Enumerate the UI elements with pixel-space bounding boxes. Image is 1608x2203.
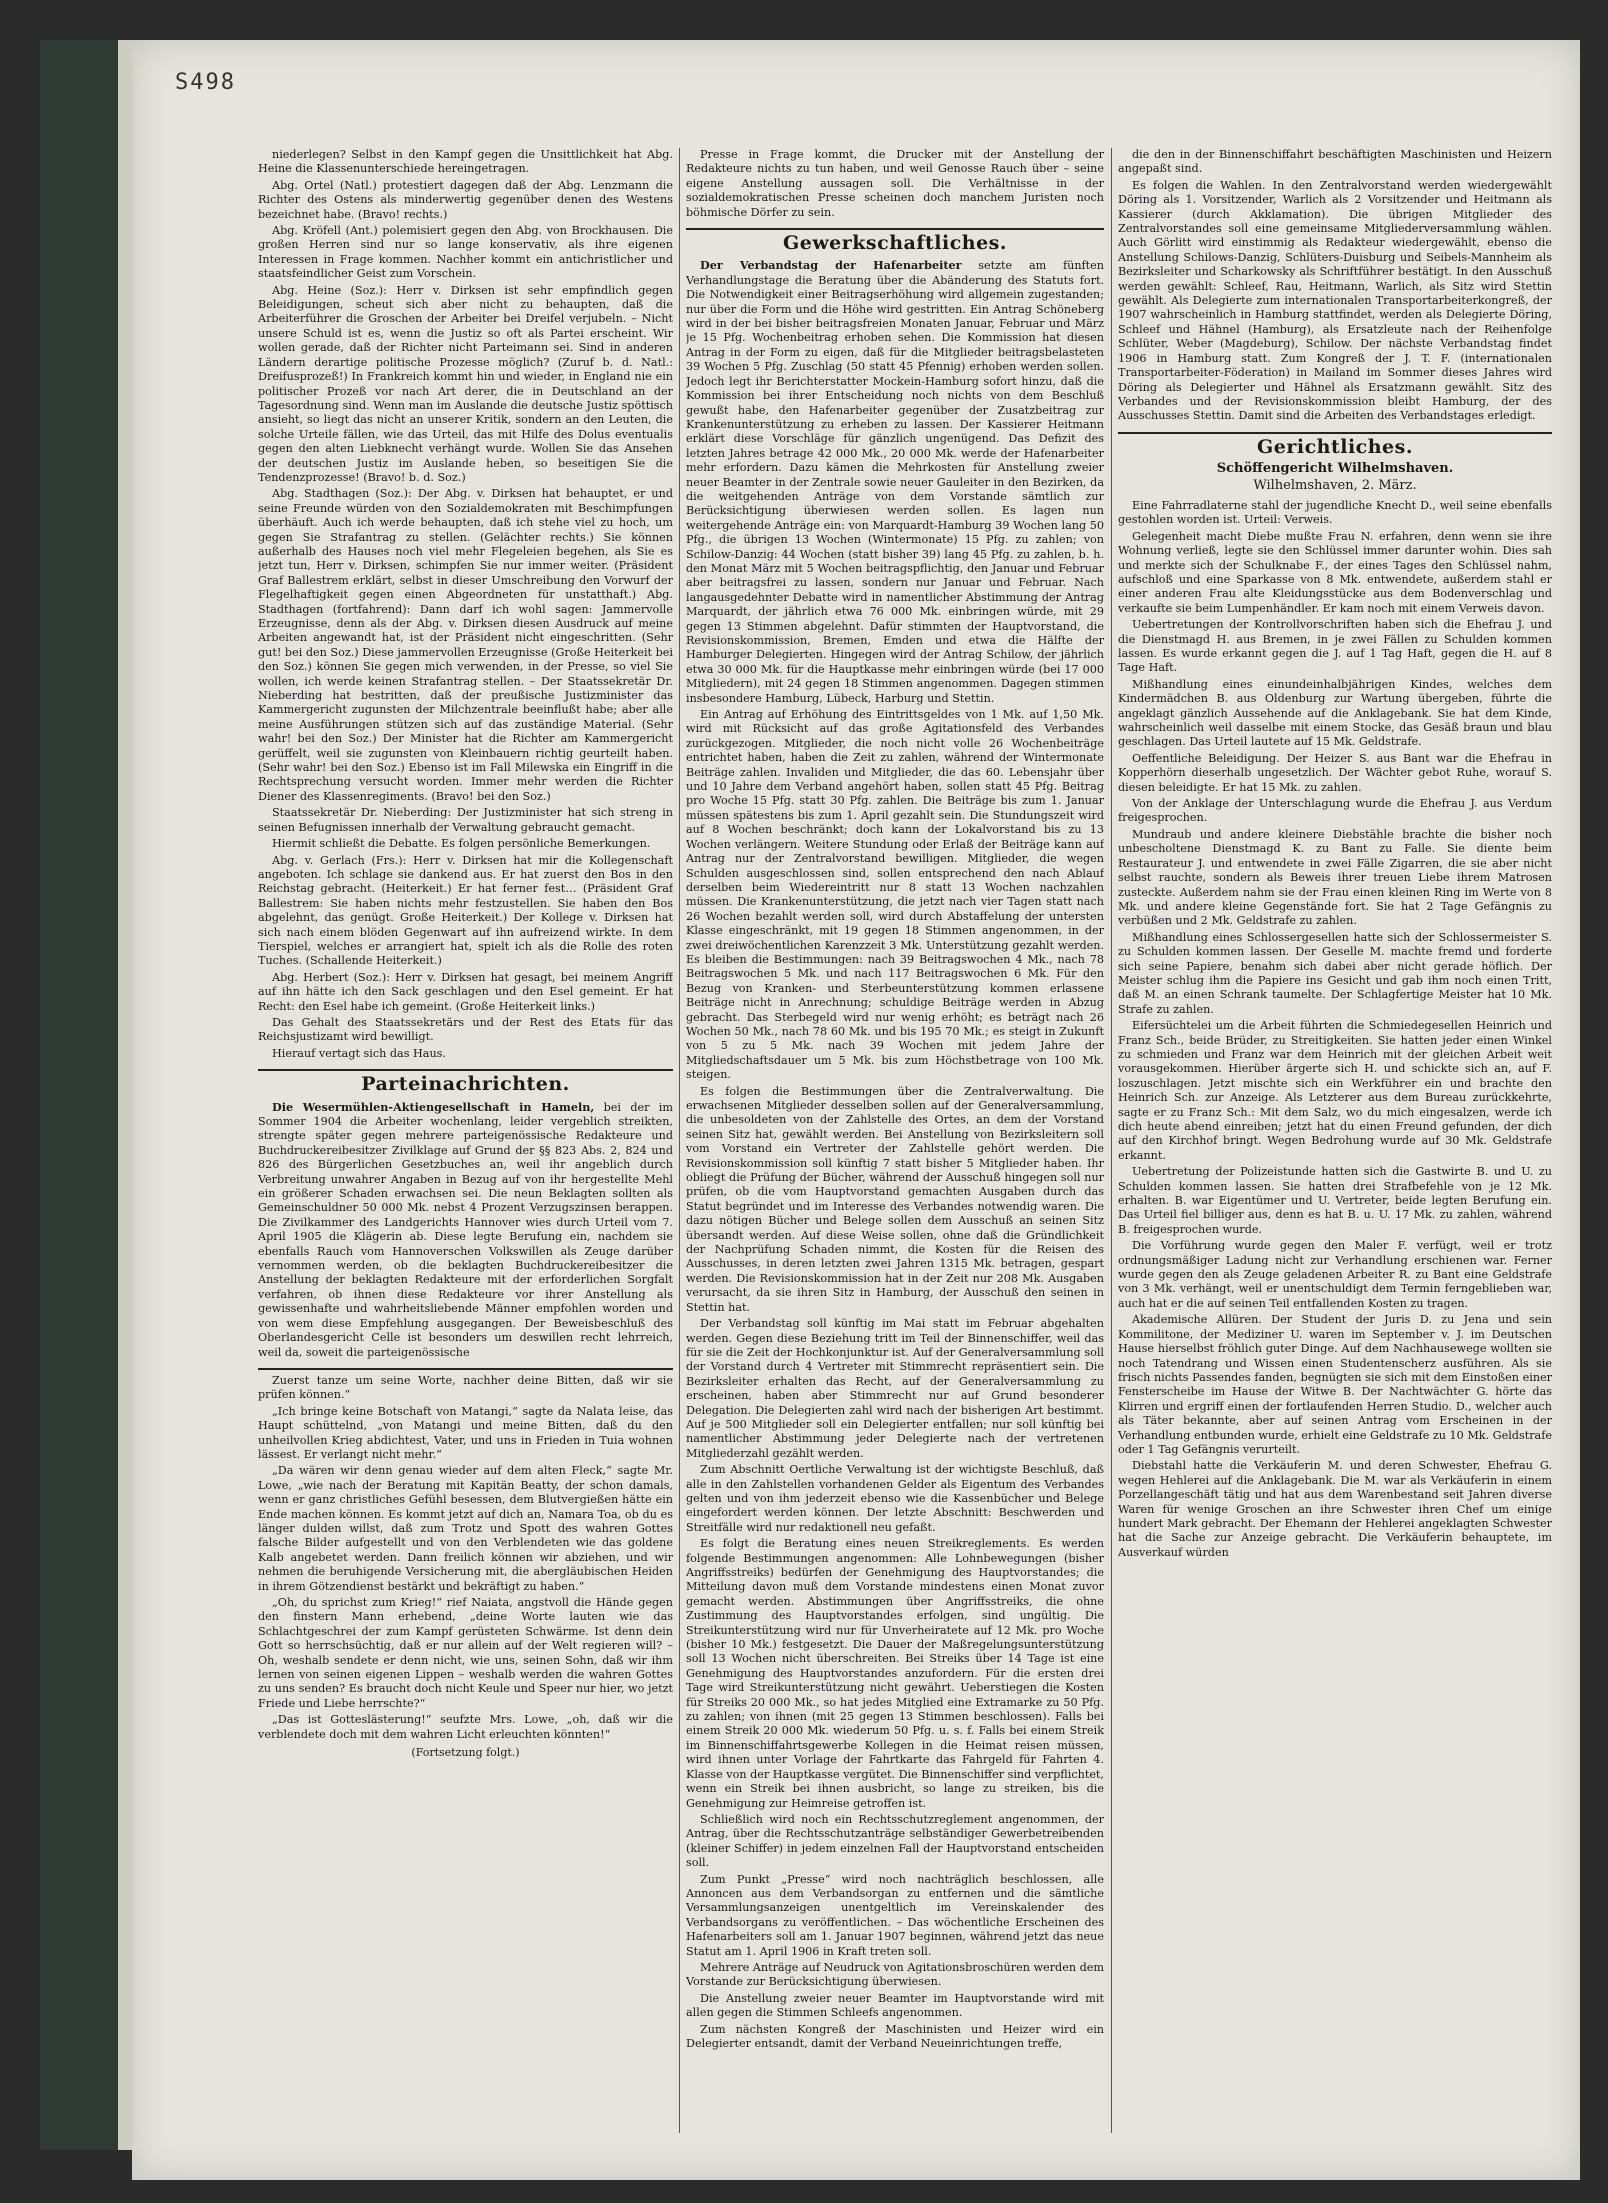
court-case: Gelegenheit macht Diebe mußte Frau N. erfahren, denn wenn sie ihre Wohnung verließ, legte sie den Schlüssel immer darunter wohin. Dies sah und merkte sich der Schulknabe F., der eines Tages den Schlüssel nahm, aufschloß und eine Sparkasse von 8 Mk. entwendete, außerdem stahl er einer anderen Frau alte Kleidungsstücke aus dem Bodenverschlag und verkaufte sie beim Lumpenhändler. Er kam noch mit einem Verweis davon. [1118,529,1552,615]
court-name: Schöffengericht Wilhelmshaven. [1216,461,1454,477]
paragraph: Das Gehalt des Staatssekretärs und der Rest des Etats für das Reichsjustizamt wird bewilligt. [258,1015,673,1044]
paragraph: Abg. Ortel (Natl.) protestiert dagegen daß der Abg. Lenzmann die Richter des Ostens als minderwertig gegenüber denen des Westens bezeichnet habe. (Bravo! rechts.) [258,178,673,221]
story-paragraph: „Da wären wir denn genau wieder auf dem alten Fleck,“ sagte Mr. Lowe, „wie nach der Beratung mit Kapitän Beatty, der schon damals, wenn er ganz christliches Gefühl besessen, dem Blutvergießen hätte ein Ende machen können. Es kommt jetzt auf dich an, Namara Toa, ob du es länger dulden willst, daß zum Trotz und Spott des wahren Gottes falsche Bilder aufgestellt und von den Verblendeten wie das goldene Kalb angebetet werden. Dann freilich können wir abziehen, und wir nehmen die beruhigende Versicherung mit, die abergläubischen Heiden in ihrem Götzendienst bestärkt und bekräftigt zu haben.“ [258,1464,673,1593]
paragraph: Zum Punkt „Presse“ wird noch nachträglich beschlossen, alle Annoncen aus dem Verbandsorgan zu entfernen und die sämtliche Versammlungsanzeigen unentgeltlich im Vereinskalender des Verbandsorgans zu veröffentlichen. – Das wöchentliche Erscheinen des Hafenarbeiters soll am 1. Januar 1907 beginnen, während jetzt das neue Statut am 1. April 1906 in Kraft treten soll. [686,1872,1104,1958]
court-case: Von der Anklage der Unterschlagung wurde die Ehefrau J. aus Verdum freigesprochen. [1118,797,1552,825]
court-case: Eifersüchtelei um die Arbeit führten die Schmiedegesellen Heinrich und Franz Sch., beide Brüder, zu Streitigkeiten. Sie hatten jeder einen Winkel zu schmieden und Franz war dem Heinrich mit der gleichen Arbeit weit vorausgekommen. Hierüber ärgerte sich H. und schickte sich an, auf F. loszuschlagen. Jetzt mischte sich ein Werkführer ein und brachte den Heinrich Sch. zur Anzeige. Als Letzterer aus dem Bureau zurückkehrte, sagte er zu Franz Sch.: Mit dem Salz, wo du mich eingesalzen, werde ich dich heute abend einreiben; jetzt hat du einen Freund gefunden, der dich auf den Kirchhof bringt. Wegen Bedrohung wurde auf 30 Mk. Geldstrafe erkannt. [1118,1019,1552,1162]
continuation-note: (Fortsetzung folgt.) [411,1746,520,1760]
court-case: Uebertretungen der Kontrollvorschriften haben sich die Ehefrau J. und die Dienstmagd H. aus Bremen, in je zwei Fällen zu Schulden kommen lassen. Es wurde erkannt gegen die J. auf 1 Tag Haft, gegen die H. auf 8 Tage Haft. [1118,618,1552,675]
court-case: Uebertretung der Polizeistunde hatten sich die Gastwirte B. und U. zu Schulden kommen lassen. Sie hatten drei Strafbefehle von je 12 Mk. erhalten. B. war Eigentümer und U. Vertreter, beide legten Berufung ein. Das Urteil fiel billiger aus, denn es hat B. u. U. 17 Mk. zu zahlen, während B. freigesprochen wurde. [1118,1165,1552,1236]
paragraph: Abg. Herbert (Soz.): Herr v. Dirksen hat gesagt, bei meinem Angriff auf ihn hätte ich den Sack geschlagen und den Esel gemeint. Er hat Recht: den Esel habe ich gemeint. (Große Heiterkeit links.) [258,970,673,1013]
paragraph: Die Anstellung zweier neuer Beamter im Hauptvorstande wird mit allen gegen die Stimmen Schleefs angenommen. [686,1991,1104,2020]
book-binding [40,40,121,2150]
story-paragraph: „Ich bringe keine Botschaft von Matangi,“ sagte da Nalata leise, das Haupt schüttelnd, „von Matangi und meine Bitten, daß du den unheilvollen Krieg abdichtest, Vater, und uns in Frieden in Tuia wohnen lässest. Er verlangt nicht mehr.“ [258,1404,673,1461]
paragraph: niederlegen? Selbst in den Kampf gegen die Unsittlichkeit hat Abg. Heine die Klassenunterschiede hereingetragen. [258,148,673,176]
paragraph: Schließlich wird noch ein Rechtsschutzreglement angenommen, der Antrag, über die Rechtsschutzanträge selbständiger Gewerbetreibenden (kleiner Schiffer) in jedem einzelnen Fall der Hauptvorstand entscheiden soll. [686,1812,1104,1870]
paragraph: Zum nächsten Kongreß der Maschinisten und Heizer wird ein Delegierter entsandt, damit der Verband Neueinrichtungen treffe, [686,2022,1104,2050]
story-paragraph: Zuerst tanze um seine Worte, nachher deine Bitten, daß wir sie prüfen können.“ [258,1373,673,1402]
paragraph: Abg. v. Gerlach (Frs.): Herr v. Dirksen hat mir die Kollegenschaft angeboten. Ich schlage sie dankend aus. Er hat zuerst den Bos in den Reichstag gebracht. (Heiterkeit.) Er hat ferner fest… (Präsident Graf Ballestrem: Sie haben nichts mehr festzustellen. Sie haben den Bos abgelehnt, das genügt. Große Heiterkeit.) Der Kollege v. Dirksen hat sich nach einem blöden Gegenwart auf ihn aufreizend wirkte. In dem Tierspiel, welches er arrangiert hat, spielt ich als die Rolle des roten Tuches. (Schallende Heiterkeit.) [258,853,673,968]
court-case: Mißhandlung eines einundeinhalbjährigen Kindes, welches dem Kindermädchen B. aus Oldenburg zur Wartung übergeben, führte die angeklagt gänzlich Aussehende auf die Anklagebank. Sie hat dem Kinde, wahrscheinlich weil dasselbe mit einem Stocke, das Gesäß braun und blau geschlagen. Das Urteil lautete auf 15 Mk. Geldstrafe. [1118,677,1552,749]
column-rule [679,148,680,2133]
paragraph: Abg. Kröfell (Ant.) polemisiert gegen den Abg. von Brockhausen. Die großen Herren sind nur so lange konservativ, als ihre eigenen Interessen in Frage kommen. Nachher kommt ein antichristlicher und staatsfeindlicher Geist zum Vorschein. [258,224,673,281]
paragraph: Hiermit schließt die Debatte. Es folgen persönliche Bemerkungen. [272,837,651,851]
paragraph: die den in der Binnenschiffahrt beschäftigten Maschinisten und Heizern angepaßt sind. [1118,148,1552,176]
paragraph: Staatssekretär Dr. Nieberding: Der Justizminister hat sich streng in seinen Befugnissen innerhalb der Verwaltung gebraucht gemacht. [258,806,673,834]
column-3 [1118,148,1552,2158]
paragraph: Ein Antrag auf Erhöhung des Eintrittsgeldes von 1 Mk. auf 1,50 Mk. wird mit Rücksicht auf das große Agitationsfeld des Verbandes zurückgezogen. Mitglieder, die noch nicht volle 26 Wochenbeiträge entrichtet haben, haben die Zeit zu zahlen, während der Wintermonate Beiträge zahlen. Invaliden und Mitglieder, die das 60. Lebensjahr über und 10 Jahre dem Verband angehört haben, sollen statt 45 Pfg. Beitrag pro Woche 15 Pfg. statt 30 Pfg. zahlen. Die Beiträge bis zum 1. Januar müssen spätestens bis zum 1. April gezahlt sein. Die Stundungszeit wird auf 8 Wochen beschränkt; doch kann der Lokalvorstand bis zu 13 Wochen verlängern. Weitere Stundung oder Erlaß der Beiträge kann auf Antrag nur der Zentralvorstand bewilligen. Mitglieder, die wegen Schulden ausgeschlossen sind, sollen entsprechend den nach Ablauf derselben beim Wiedereintritt nur 8 statt 13 Wochen nachzahlen müssen. Die Krankenunterstützung, die jetzt nach vier Tagen statt nach 26 Wochen bezahlt werden soll, wird durch Abstaffelung der untersten Klasse eingeschränkt, mit 19 gegen 18 Stimmen angenommen, in der zwei dreiwöchentlichen Karenzzeit 3 Mk. Unterstützung gezahlt werden. Es bleiben die Bestimmungen: nach 39 Beitragswochen 4 Mk., nach 78 Beitragswochen 5 Mk. und nach 117 Beitragswochen 6 Mk. Für den Bezug von Kranken- und Sterbeunterstützung kommen erlassene Beiträge nicht in Anrechnung; schuldige Beiträge werden in Abzug gebracht. Das Sterbegeld wird nur wenig erhöht; es beträgt nach 26 Wochen 50 Mk., nach 78 60 Mk. und bis 195 70 Mk.; es steigt in Zukunft von 5 zu 5 Mk. nach 39 Wochen mit jedem Jahre der Mitgliedschaftsdauer um 5 Mk. bis zum Höchstbetrage von 100 Mk. steigen. [686,708,1104,1082]
page-gutter [118,40,132,2150]
paragraph: Abg. Heine (Soz.): Herr v. Dirksen ist sehr empfindlich gegen Beleidigungen, scheut sich aber nicht zu behaupten, daß die Arbeiterführer die Groschen der Arbeiter bei Dreifel verjubeln. – Nicht unsere Schuld ist es, wenn die Justiz so oft als Partei erscheint. Wir wollen gerade, daß der Richter nicht Parteimann sei. Sind in anderen Ländern derartige politische Prozesse möglich? (Zuruf b. d. Natl.: Dreifusprozeß!) In Frankreich kommt hin und wieder, in England nie ein politischer Prozeß vor nach Art derer, die in Deutschland an der Tagesordnung sind. Wenn man im Auslande die deutsche Justiz spöttisch ansieht, so liegt das nicht an unserer Kritik, sondern an den Leuten, die solche Urteile fällen, wie das Urteil, das mit Hilfe des Dolus eventualis gegen den alten Liebknecht verhängt wurde. Wollen Sie das Ansehen der deutschen Justiz im Auslande heben, so beseitigen Sie die Tendenzprozesse! (Bravo! b. d. Soz.) [258,283,673,484]
union-text: setzte am fünften Verhandlungstage die Beratung über die Abänderung des Statuts fort. Die Notwendigkeit einer Beitragserhöhung wird allgemein zugestanden; nur über die Form und die Höhe wird gestritten. Ein Antrag Schöneberg wird in der bei bisher beitragsfreien Monaten Januar, Februar und März je 15 Pfg. Wochenbeitrag erhoben sehen. Die Kommission hat diesen Antrag in der Form zu eigen, daß für die Mitglieder beitragsbelasteten 39 Wochen 5 Pfg. Zuschlag (50 statt 45 Pfennig) erhoben werden sollen. Jedoch legt ihr Berichterstatter Mockein-Hamburg sofort hinzu, daß die Kommission bei ihrer Entscheidung noch nichts von dem Beschluß gewußt habe, den Hafenarbeiter gegenüber der Zusatzbeitrag zur Krankenunterstützung zu erheben zu lassen. Der Kassierer Heitmann erklärt diese Vorschläge für gänzlich ungenügend. Das Defizit des letzten Jahres betrage 42 000 Mk., 20 000 Mk. werde der Hafenarbeiter mehr erfordern. Dazu kämen die Mehrkosten für Anstellung zweier neuer Beamter in der Zentrale sowie neuer Gauleiter in den Bezirken, da die weitgehenden Anträge von dem Vorstande sämtlich zur Berücksichtigung überwiesen werden sollen. Es lagen nun weitergehende Anträge ein: von Marquardt-Hamburg 39 Wochen lang 50 Pfg., die übrigen 13 Wochen (Wintermonate) 15 Pfg. zu zahlen; von Schilow-Danzig: 44 Wochen (statt bisher 39) lang 45 Pfg. zu zahlen, b. h. den Monat März mit 5 Wochen beitragspflichtig, den Januar und Februar aber beitragsfrei zu lassen, sondern nur Januar und Februar. Nach langausgedehnter Debatte wird in namentlicher Abstimmung der Antrag Marquardt, der jährlich etwa 76 000 Mk. einbringen würde, mit 29 gegen 13 Stimmen abgelehnt. Dafür stimmten der Hauptvorstand, die Revisionskommission, Bremen, Emden und etwa die Hälfte der Hamburger Delegierten. Hingegen wird der Antrag Schilow, der jährlich etwa 30 000 Mk. für die Hauptkasse mehr einbringen würde (bei 17 000 Mitgliedern), mit 24 gegen 18 Stimmen angenommen. Dagegen stimmen insbesondere Hamburg, Lübeck, Harburg und Stettin. [686,259,1104,705]
paragraph: Mehrere Anträge auf Neudruck von Agitationsbroschüren werden dem Vorstande zur Berücksichtigung überwiesen. [686,1960,1104,1989]
dateline: Wilhelmshaven, 2. März. [1253,477,1417,493]
paragraph: Presse in Frage kommt, die Drucker mit der Anstellung der Redakteure nichts zu tun haben, und weil Genosse Rauch über – seine eigene Anstellung aussagen soll. Die Verhältnisse in der sozialdemokratischen Presse scheinen doch manchem Juristen noch böhmische Dörfer zu sein. [686,148,1104,219]
court-case: Oeffentliche Beleidigung. Der Heizer S. aus Bant war die Ehefrau in Kopperhörn dieserhalb ungesetzlich. Der Wächter gebot Ruhe, worauf S. diesen beleidigte. Er hat 15 Mk. zu zahlen. [1118,751,1552,794]
court-case: Die Vorführung wurde gegen den Maler F. verfügt, weil er trotz ordnungsmäßiger Ladung nicht zur Verhandlung erschienen war. Ferner wurde gegen den als Zeuge geladenen Arbeiter R. zu Bant eine Geldstrafe von 3 Mk. verhängt, weil er unentschuldigt dem Termin ferngeblieben war, auch hat er die auf seinen Teil entfallenden Kosten zu tragen. [1118,1239,1552,1310]
column-1 [258,148,673,2158]
section-heading: Gerichtliches. [1257,435,1413,458]
section-divider [258,1069,673,1071]
union-lead-paragraph [686,258,1104,706]
section-heading: Gewerkschaftliches. [783,232,1007,255]
paragraph: Abg. Stadthagen (Soz.): Der Abg. v. Dirksen hat behauptet, er und seine Freunde würden von den Sozialdemokraten mit Beschimpfungen überhäuft. Auch ich werde behaupten, daß ich stehe viel zu hoch, um gegen Sie Strafantrag zu stellen. (Gelächter rechts.) Sie können außerhalb des Hauses noch viel mehr Flegeleien begehen, als Sie es jetzt tun, Herr v. Dirksen, schimpfen Sie nur immer weiter. (Präsident Graf Ballestrem erklärt, selbst in dieser Umschreibung den Vorwurf der Flegelhaftigkeit gegen einen Abgeordneten für unstatthaft.) Abg. Stadthagen (fortfahrend): Dann darf ich wohl sagen: Jammervolle Erzeugnisse, denn als der Abg. v. Dirksen diesen Ausdruck auf meine Arbeiten angewandt hat, ist der Präsident nicht eingeschritten. (Sehr gut! bei den Soz.) Diese jammervollen Erzeugnisse (Große Heiterkeit bei den Soz.) können Sie gegen mich verwenden, in der Presse, so viel Sie wollen, ich werde keinen Strafantrag stellen. – Der Staatssekretär Dr. Nieberding hat bestritten, daß der preußische Justizminister das Kammergericht zugunsten der Milchzentrale beeinflußt habe; aber alle meine Ausführungen stützen sich auf das zuständige Material. (Sehr wahr! bei den Soz.) Der Minister hat die Richter am Kammergericht gerüffelt, weil sie zugunsten von Kleinbauern richtig geurteilt haben. (Sehr wahr! bei den Soz.) Ebenso ist im Fall Milewska ein Eingriff in die Rechtsprechung versucht worden. Immer mehr werden die Richter Diener des Klassenregiments. (Bravo! bei den Soz.) [258,487,673,803]
court-case: Diebstahl hatte die Verkäuferin M. und deren Schwester, Ehefrau G. wegen Hehlerei auf die Anklagebank. Die M. war als Verkäuferin in einem Porzellangeschäft tätig und hat aus dem Warenbestand seit Jahren diverse Waren für wenige Groschen an ihre Schwester ihren Chef um einige hundert Mark gebracht. Der Ehemann der Hehlerei angeklagten Schwester hat die Sache zur Anzeige gebracht. Die Verkäuferin behauptete, im Ausverkauf würden [1118,1459,1552,1559]
party-news-lead: Die Wesermühlen-Aktiengesellschaft in Hameln, [272,1099,595,1114]
section-divider [686,228,1104,230]
court-case: Mundraub und andere kleinere Diebstähle brachte die bisher noch unbescholtene Dienstmagd K. zu Bant zu Falle. Sie diente beim Restaurateur J. und entwendete in zwei Fälle Zigarren, die sie aber nicht selbst rauchte, sondern als Beweis ihrer treuen Liebe ihrem Matrosen zusteckte. Außerdem nahm sie der Frau einen kleinen Ring im Werte von 8 Mk. und andere kleine Gegenstände fort. Sie hat 2 Tage Gefängnis zu verbüßen und 2 Mk. Geldstrafe zu zahlen. [1118,827,1552,928]
union-lead: Der Verbandstag der Hafenarbeiter [700,258,962,273]
paragraph: Hierauf vertagt sich das Haus. [272,1046,446,1060]
party-news-paragraph [258,1100,673,1360]
court-case: Akademische Allüren. Der Student der Juris D. zu Jena und sein Kommilitone, der Mediziner U. waren im September v. J. im Deutschen Hause hierselbst fröhlich guter Dinge. Auf dem Nachhausewege wollten sie noch Tatendrang und Wissen einen Studentenscherz ausführen. Als sie frisch nichts Passendes fanden, begnügten sie sich mit dem Einstoßen einer Fensterscheibe im Hause der Witwe B. Der Nachtwächter G. hörte das Klirren und ergriff einen der fortlaufenden Herren Studio. D., welcher auch als Täter bekannte, aber auf seinen Antrag vom Erscheinen in der Verhandlung entbunden wurde, erhielt eine Geldstrafe zu 10 Mk. Geldstrafe oder 1 Tag Gefängnis verurteilt. [1118,1313,1552,1456]
story-paragraph: „Oh, du sprichst zum Krieg!“ rief Naiata, angstvoll die Hände gegen den finstern Mann erhebend, „deine Worte lauten wie das Schlachtgeschrei der zum Kampf gerüsteten Schwärme. Ist denn dein Gott so herrschsüchtig, daß er nur allein auf der Welt regieren will? – Oh, weshalb sendete er denn nicht, wie uns, seinen Sohn, daß wir ihm lernen von seinen eigenen Lippen – weshalb werden die wahren Gottes zu uns senden? Es braucht doch nicht Keule und Speer nur hier, wo jetzt Friede und Liebe herrschte?“ [258,1596,673,1710]
paragraph: Es folgt die Beratung eines neuen Streikreglements. Es werden folgende Bestimmungen angenommen: Alle Lohnbewegungen (bisher Angriffsstreiks) bedürfen der Genehmigung des Hauptvorstandes; die Mitteilung davon muß dem Vorstande mindestens einen Monat zuvor gemacht werden. Abstimmungen über Angriffsstreiks, die ohne Zustimmung des Hauptvorstandes erfolgen, sind ungültig. Die Streikunterstützung wird nur für Unverheiratete auf 12 Mk. pro Woche (bisher 10 Mk.) festgesetzt. Die Dauer der Maßregelungsunterstützung soll 13 Wochen nicht überschreiten. Bei Streiks über 14 Tage ist eine Genehmigung des Hauptvorstandes anzufordern. Für die ersten drei Tage wird Streikunterstützung nicht gewährt. Ueberstiegen die Kosten für Streiks 20 000 Mk., so hat jedes Mitglied eine Extramarke zu 50 Pfg. zu zahlen; von ihnen (mit 25 gegen 13 Stimmen beschlossen). Falls bei einem Streik 20 000 Mk. wiederum 50 Pfg. u. s. f. Falls bei einem Streik im Binnenschiffahrtsgewerbe Kollegen in die Heimat reisen müssen, wird ihnen unter Vorlage der Fahrtkarte das Fahrgeld für Fahrten 4. Klasse von der Hauptkasse vergütet. Die Binnenschiffer sind verpflichtet, wenn ein Streik bei ihnen ausbricht, so lange zu streiken, bis die Genehmigung zur Heimreise getroffen ist. [686,1537,1104,1810]
paragraph: Es folgen die Bestimmungen über die Zentralverwaltung. Die erwachsenen Mitglieder desselben sollen auf der Generalversammlung, die unbesoldeten von der Zahlstelle des Ortes, an dem der Vorstand seinen Sitz hat, gewählt werden. Bei Anstellung von Bezirksleitern soll vom Vorstand ein Vertreter der Zahlstelle gehört werden. Die Revisionskommission soll künftig 7 statt bisher 5 Mitglieder haben. Ihr obliegt die Prüfung der Bücher, während der Ausschuß hingegen soll nur prüfen, ob die vom Hauptvorstand gemachten Ausgaben durch das Statut begründet und im Interesse des Verbandes notwendig waren. Die dazu nötigen Bücher und Belege sollen dem Ausschuß an seinen Sitz übersandt werden. Auf diese Weise sollen, ohne daß die Gründlichkeit der Nachprüfung Schaden nimmt, die Kosten für die Reisen des Ausschusses, in deren letzten zwei Jahren 1315 Mk. betragen, gespart werden. Die Revisionskommission hat in der Zeit nur 208 Mk. Ausgaben verursacht, da sie ihren Sitz in Hamburg, der Ausschuß den seinen in Stettin hat. [686,1084,1104,1314]
section-heading: Parteinachrichten. [361,1073,570,1096]
party-news-text: bei der im Sommer 1904 die Arbeiter wochenlang, leider vergeblich streikten, strengte später gegen mehrere parteigenössische Redakteure und Buchdruckereibesitzer Zivilklage auf Grund der §§ 823 Abs. 2, 824 und 826 des Bürgerlichen Gesetzbuches an, weil ihr angeblich durch Verbreitung unwahrer Angaben in Bezug auf von ihr hergestellte Mehl ein größerer Schaden erwachsen sei. Die neun Beklagten sollten als Gemeinschuldner 50 000 Mk. nebst 4 Prozent Verzugszinsen berappen. Die Zivilkammer des Landgerichts Hannover wies durch Urteil vom 7. April 1905 die Klägerin ab. Diese legte Berufung ein, nachdem sie ebenfalls Rauch vom Hannoverschen Volkswillen als Zeuge darüber vernommen werden, ob die beklagten Buchdruckereibesitzer die Anstellung der beklagten Redakteure mit der erforderlichen Sorgfalt verfahren, ob ihnen diese Redakteure vor ihrer Anstellung als gewissenhafte und wahrheitsliebende Männer empfohlen worden und von wem diese Empfehlung ausgegangen. Der Beweisbeschluß des Oberlandesgericht Celle ist besonders um deswillen recht lehrreich, weil da, soweit die parteigenössische [258,1100,673,1359]
paragraph: Der Verbandstag soll künftig im Mai statt im Februar abgehalten werden. Gegen diese Beziehung tritt im Teil der Binnenschiffer, weil das für sie die Zeit der Hochkonjunktur ist. Auf der Generalversammlung soll der Vorstand durch 4 Vertreter mit Stimmrecht repräsentiert sein. Die Bezirksleiter erhalten das Recht, auf der Generalversammlung zu erscheinen, haben aber Stimmrecht nur auf Grund besonderer Delegation. Die Delegierten zahl wird nach der bisherigen Art bestimmt. Auf je 500 Mitglieder soll ein Delegierter entfallen; nur soll künftig bei namentlicher Abstimmung jeder Delegierte nach der vertretenen Mitgliederzahl gezählt werden. [686,1317,1104,1460]
story-paragraph: „Das ist Gotteslästerung!“ seufzte Mrs. Lowe, „oh, daß wir die verblendete doch mit dem wahren Licht erleuchten könnten!“ [258,1713,673,1741]
feuilleton [258,1374,673,1761]
court-case: Eine Fahrradlaterne stahl der jugendliche Knecht D., weil seine ebenfalls gestohlen worden ist. Urteil: Verweis. [1118,498,1552,527]
court-case: Mißhandlung eines Schlossergesellen hatte sich der Schlossermeister S. zu Schulden kommen lassen. Der Geselle M. machte fremd und forderte sich seine Papiere, benahm sich dabei aber nicht gerade höflich. Der Meister schlug ihm die Papiere ins Gesicht und gab ihm noch einen Tritt, daß M. an einen Schrank taumelte. Der Schlagfertige Meister hat 10 Mk. Strafe zu zahlen. [1118,930,1552,1016]
column-rule [1111,148,1112,2133]
section-divider [1118,432,1552,434]
feuilleton-divider [258,1368,673,1370]
paragraph: Zum Abschnitt Oertliche Verwaltung ist der wichtigste Beschluß, daß alle in den Zahlstellen vorhandenen Gelder als Eigentum des Verbandes gelten und von ihm jederzeit ebenso wie die Kassenbücher und Belege eingefordert werden können. Der letzte Abschnitt: Beschwerden und Streitfälle wird nur redaktionell neu gefaßt. [686,1463,1104,1534]
column-2 [686,148,1104,2158]
paragraph: Es folgen die Wahlen. In den Zentralvorstand werden wiedergewählt Döring als 1. Vorsitzender, Warlich als 2 Vorsitzender und Heitmann als Kassierer (durch Akklamation). Die übrigen Mitglieder des Zentralvorstandes soll eine gemeinsame Mitgliederversammlung wählen. Auch Görlitt wird einstimmig als Redakteur wiedergewählt, ebenso die Anstellung Schilows-Danzig, Schlüters-Duisburg und Seibels-Mannheim als Bezirksleiter und Scharkowsky als Schriftführer bestätigt. In den Ausschuß werden gewählt: Schleef, Rau, Heitmann, Warlich, als Sitz wird Stettin gewählt. Als Delegierte zum internationalen Transportarbeiterkongreß, der 1907 wahrscheinlich in Hamburg stattfindet, werden als Delegierte Döring, Schleef und Hähnel (Hamburg), als Ersatzleute nach der Reihenfolge Schlüter, Weber (Magdeburg), Schilow. Der nächste Verbandstag findet 1906 in Hamburg statt. Zum Kongreß der J. T. F. (internationalen Transportarbeiter-Föderation) in Mailand im Sommer dieses Jahres wird Döring als Delegierter und Hähnel als Ersatzmann gewählt. Sitz des Verbandes und der Revisionskommission bleibt Hamburg, der des Ausschusses Stettin. Damit sind die Arbeiten des Verbandstages erledigt. [1118,178,1552,423]
page-number: S498 [175,70,236,95]
